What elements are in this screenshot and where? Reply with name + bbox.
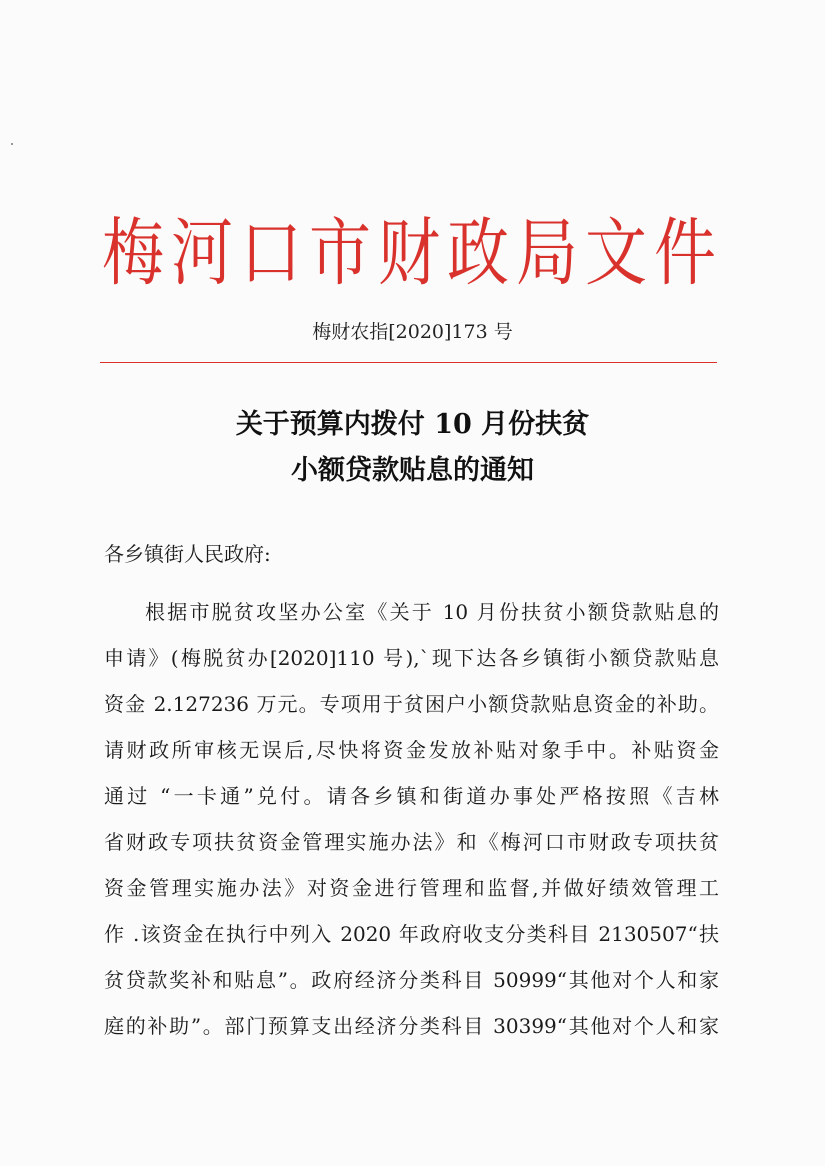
org-header-title: 梅河口市财政局文件 [101, 209, 723, 296]
body-line: 资金 2.127236 万元。专项用于贫困户小额贷款贴息资金的补助。 [104, 692, 719, 716]
notice-title-line-1: 关于预算内拨付 10 月份扶贫 [235, 409, 590, 440]
document-number: 梅财农指[2020]173 号 [312, 321, 513, 343]
scan-speck [11, 143, 13, 145]
body-line: 申请》(梅脱贫办[2020]110 号),`现下达各乡镇街小额贷款贴息 [104, 646, 719, 670]
body-line: 庭的补助”。部门预算支出经济分类科目 30399“其他对个人和家 [104, 1014, 719, 1038]
body-paragraph [104, 589, 719, 1049]
body-line: 通过 “一卡通”兑付。请各乡镇和街道办事处严格按照《吉林 [104, 784, 719, 808]
header-divider [100, 362, 717, 363]
body-line: 资金管理实施办法》对资金进行管理和监督,并做好绩效管理工 [104, 876, 719, 900]
body-line: 请财政所审核无误后,尽快将资金发放补贴对象手中。补贴资金 [104, 738, 719, 762]
body-line: 贫贷款奖补和贴息”。政府经济分类科目 50999“其他对个人和家 [104, 968, 719, 992]
notice-title [100, 402, 725, 494]
body-line: 根据市脱贫攻坚办公室《关于 10 月份扶贫小额贷款贴息的 [145, 600, 719, 624]
notice-title-line-2: 小额贷款贴息的通知 [291, 455, 534, 486]
body-line: 作 .该资金在执行中列入 2020 年政府收支分类科目 2130507“扶 [104, 922, 719, 946]
salutation: 各乡镇街人民政府: [104, 542, 271, 566]
body-line: 省财政专项扶贫资金管理实施办法》和《梅河口市财政专项扶贫 [104, 830, 719, 854]
